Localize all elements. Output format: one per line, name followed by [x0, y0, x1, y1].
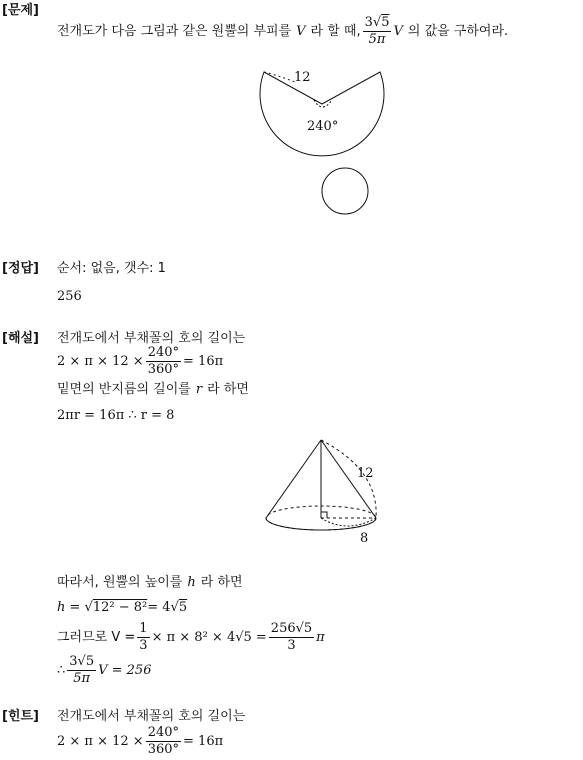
problem-text-start: 전개도가 다음 그림과 같은 원뿔의 부피를: [57, 23, 292, 39]
angle-label: 240°: [307, 119, 339, 134]
radius-label: 12: [294, 70, 311, 85]
problem-statement: [57, 16, 508, 46]
right-angle-mark: [321, 512, 327, 518]
answer-tag: [정답]: [2, 261, 39, 276]
answer-value: 256: [57, 289, 82, 304]
solution-line3: 밑면의 반지름의 길이를 r 라 하면: [57, 382, 249, 397]
problem-tag: [문제]: [2, 3, 39, 18]
problem-text-end: 의 값을 구하여라.: [407, 23, 509, 39]
solution-height-formula: h = √ 12² − 8² = 4√ 5: [57, 600, 188, 615]
sector-shape: [260, 72, 384, 156]
problem-var-v: V: [296, 23, 306, 39]
solution-tag: [해설]: [2, 331, 39, 346]
problem-text-mid: 라 할 때,: [310, 23, 361, 39]
cone-left-side: [266, 440, 321, 518]
problem-coefficient-fraction: $\frac{3√5}{5\pi}$: [364, 15, 390, 47]
base-radius-label: 8: [360, 531, 369, 546]
hint-tag: [힌트]: [2, 709, 39, 724]
hint-line1: 전개도에서 부채꼴의 호의 길이는: [57, 709, 246, 724]
problem-var-v2: V: [393, 23, 403, 39]
cone-base-front: [266, 518, 376, 530]
solution-line1: 전개도에서 부채꼴의 호의 길이는: [57, 331, 246, 346]
base-circle: [322, 168, 368, 214]
solution-conclusion: ∴ $\frac{3√5}{5\pi}$ V = 256: [57, 654, 152, 686]
solution-volume-formula: 그러므로 V = $\frac{1}{3}$ × π × 8² × 4√5 = $\frac{256√5}{3}$ π: [57, 621, 325, 653]
slant-label: 12: [357, 466, 374, 481]
cone-figure: [255, 430, 395, 550]
solution-line4: 2πr = 16π ∴ r = 8: [57, 408, 175, 423]
solution-arc-formula: 2 × π × 12 × $\frac{240^\circ}{360^\circ}$ = 16π: [57, 345, 224, 377]
net-figure: [240, 60, 400, 220]
answer-order-count: 순서: 없음, 갯수: 1: [57, 261, 166, 276]
hint-arc-formula: 2 × π × 12 × $\frac{240^\circ}{360^\circ}$ = 16π: [57, 725, 224, 757]
solution-line5: 따라서, 원뿔의 높이를 h 라 하면: [57, 575, 243, 590]
